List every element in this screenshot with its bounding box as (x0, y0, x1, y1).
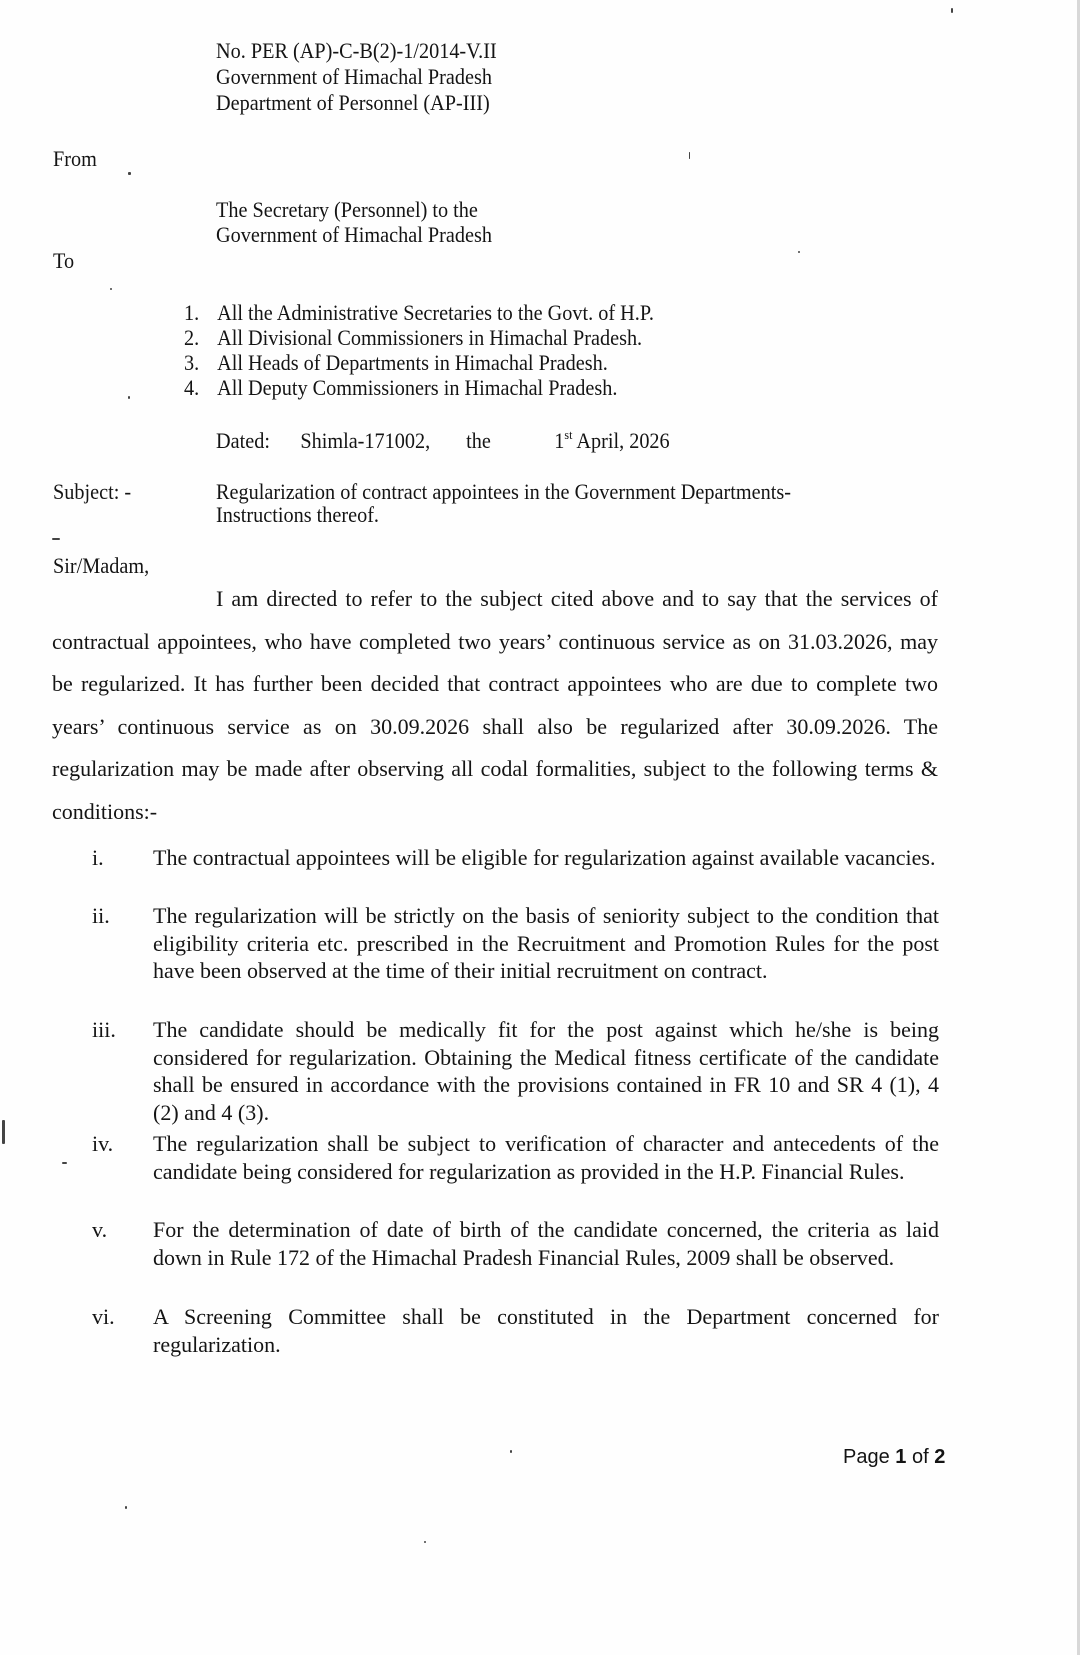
scan-mark (110, 288, 112, 290)
recipient-item (184, 325, 642, 351)
letter-number: No. PER (AP)-C-B(2)-1/2014-V.II (216, 38, 497, 63)
from-line-2: Government of Himachal Pradesh (216, 222, 492, 247)
recipient-item (184, 350, 608, 376)
body-paragraph-text: I am directed to refer to the subject cited above and to say that the services of contractual appointees, who have completed two years’ continuous service as on 31.03.2026, may be regularized. It has further been decided that contract appointees who are due to complete two years’ continuous service as on 30.09.2026 shall also be regularized after 30.09.2026. The regularization may be made after observing all codal formalities, subject to the following terms & conditions:- (52, 586, 938, 824)
condition-number: ii. (92, 903, 110, 928)
condition-text: For the determination of date of birth of the candidate concerned, the criteria as laid down in Rule 172 of the Himachal Pradesh Financial Rules, 2009 shall be observed. (153, 1217, 939, 1270)
scan-mark (52, 538, 60, 540)
scan-mark (510, 1450, 512, 1453)
dated-day-suffix: st (564, 427, 573, 442)
subject-line-2: Instructions thereof. (216, 502, 379, 527)
department-name: Department of Personnel (AP-III) (216, 90, 490, 115)
dated-day: 1 (554, 428, 565, 453)
scan-mark (125, 1506, 127, 1509)
scan-mark (2, 1120, 5, 1144)
scan-mark (128, 172, 131, 175)
condition-text: The regularization will be strictly on the basis of seniority subject to the condition that eligibility criteria etc. prescribed in the Recruitment and Promotion Rules for the post have been observed at the time of their initial recruitment on contract. (153, 903, 939, 983)
recipient-number: 2. (184, 325, 200, 350)
scan-mark (951, 8, 953, 13)
scan-mark (128, 396, 130, 399)
salutation: Sir/Madam, (53, 553, 150, 578)
dated-month-year: April, 2026 (576, 428, 670, 453)
to-label: To (53, 248, 75, 273)
page-total: 2 (934, 1446, 946, 1468)
recipient-item (184, 375, 617, 401)
scan-mark (62, 1162, 67, 1164)
recipient-item (184, 300, 654, 326)
subject-line-1: Regularization of contract appointees in the Government Departments- (216, 479, 791, 504)
condition-number: iii. (92, 1017, 116, 1042)
scan-mark (424, 1541, 426, 1543)
recipient-text: All the Administrative Secretaries to the Govt. of H.P. (217, 300, 654, 325)
condition-number: i. (92, 845, 104, 870)
dated-label: Dated: (216, 428, 270, 453)
recipient-number: 1. (184, 300, 200, 325)
government-name: Government of Himachal Pradesh (216, 64, 492, 89)
dated-line (216, 428, 670, 454)
condition-text: The contractual appointees will be eligible for regularization against available vacancies. (153, 845, 936, 870)
page-word: Page (843, 1446, 890, 1468)
condition-number: iv. (92, 1131, 114, 1156)
page-of-word: of (911, 1446, 929, 1468)
body-paragraph (52, 578, 938, 833)
recipient-text: All Heads of Departments in Himachal Pradesh. (217, 350, 608, 375)
from-label: From (53, 146, 97, 171)
condition-text: The regularization shall be subject to verification of character and antecedents of the candidate being considered for regularization as provided in the H.P. Financial Rules. (153, 1131, 939, 1184)
recipient-text: All Divisional Commissioners in Himachal Pradesh. (217, 325, 643, 350)
recipient-number: 3. (184, 350, 200, 375)
page-number (843, 1445, 945, 1469)
condition-text: A Screening Committee shall be constituted in the Department concerned for regularization. (153, 1304, 939, 1357)
recipient-text: All Deputy Commissioners in Himachal Pradesh. (217, 375, 618, 400)
page-current: 1 (895, 1446, 907, 1468)
recipient-number: 4. (184, 375, 200, 400)
from-line-1: The Secretary (Personnel) to the (216, 197, 478, 222)
scan-mark (798, 251, 800, 253)
subject-label: Subject: - (53, 479, 132, 504)
scan-mark (689, 152, 690, 159)
condition-number: vi. (92, 1304, 115, 1329)
dated-place: Shimla-171002, (300, 428, 431, 453)
dated-the: the (466, 428, 491, 453)
condition-text: The candidate should be medically fit for the post against which he/she is being considered for regularization. Obtaining the Medical fitness certificate of the candidate shall be ensured in accordance with the provisions contained in FR 10 and SR 4 (1), 4 (2) and 4 (3). (153, 1017, 939, 1125)
condition-number: v. (92, 1217, 108, 1242)
